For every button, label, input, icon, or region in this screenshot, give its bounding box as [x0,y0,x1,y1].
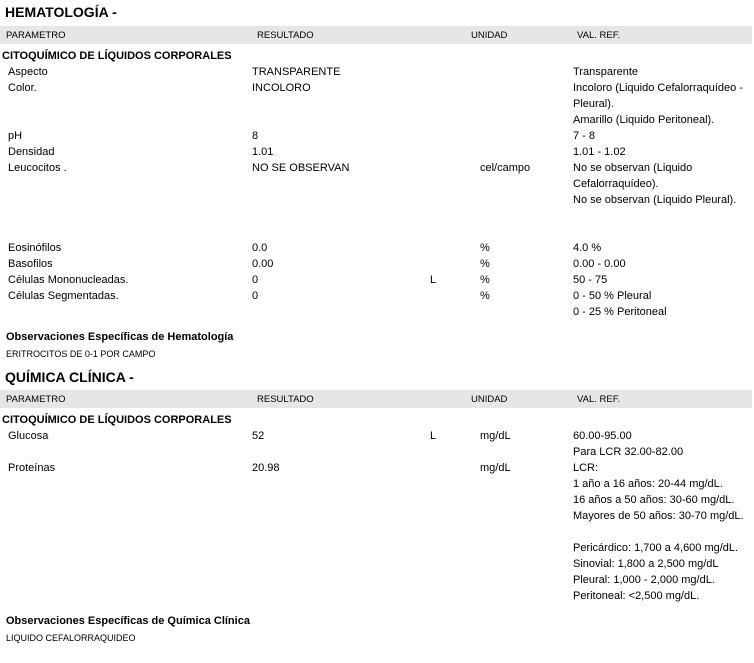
row-parameter: Eosinófilos [8,242,62,254]
row-unit: % [480,290,490,302]
header-resultado: RESULTADO [257,394,314,405]
row-parameter: Células Segmentadas. [8,290,119,302]
row-parameter: Células Mononucleadas. [8,274,129,286]
row-ref: No se observan (Liquido Cefalorraquídeo). No se observan (Liquido Pleural). [573,162,737,206]
quimica-observations-title: Observaciones Específicas de Química Clínica [6,615,250,627]
row-flag: L [430,430,437,442]
header-resultado: RESULTADO [257,30,314,41]
row-flag: L [430,274,437,286]
row-ref: Transparente [573,66,639,78]
row-parameter: Proteínas [8,462,56,474]
row-parameter: Densidad [8,146,55,158]
row-parameter: Leucocitos . [8,162,67,174]
hematologia-observations-title: Observaciones Específicas de Hematología [6,331,234,343]
quimica-observations-text: LIQUIDO CEFALORRAQUIDEO [6,633,136,643]
quimica-group-title: CITOQUÍMICO DE LÍQUIDOS CORPORALES [2,414,232,426]
row-result: NO SE OBSERVAN [252,162,350,174]
row-result: 0.0 [252,242,268,254]
row-unit: mg/dL [480,462,511,474]
quimica-header-bar [0,390,752,408]
row-result: 1.01 [252,146,274,158]
row-result: TRANSPARENTE [252,66,341,78]
row-unit: % [480,258,490,270]
row-result: 0 [252,290,259,302]
hematologia-title: HEMATOLOGÍA - [5,4,117,20]
row-result: 8 [252,130,259,142]
row-result: 0.00 [252,258,274,270]
quimica-title: QUÍMICA CLÍNICA - [5,369,134,385]
header-val-ref: VAL. REF. [577,30,621,41]
row-result: INCOLORO [252,82,311,94]
row-parameter: Glucosa [8,430,49,442]
row-ref: 1.01 - 1.02 [573,146,626,158]
row-ref: Incoloro (Liquido Cefalorraquídeo - Pleural). Amarillo (Liquido Peritoneal). [573,82,743,126]
row-unit: mg/dL [480,430,511,442]
row-parameter: Aspecto [8,66,48,78]
row-ref: 0 - 50 % Pleural 0 - 25 % Peritoneal [573,290,667,318]
row-ref: 50 - 75 [573,274,608,286]
row-result: 0 [252,274,259,286]
hematologia-observations-text: ERITROCITOS DE 0-1 POR CAMPO [6,349,156,359]
row-ref: 4.0 % [573,242,602,254]
row-result: 52 [252,430,265,442]
hematologia-header-bar [0,26,752,44]
header-parametro: PARAMETRO [6,30,66,41]
header-val-ref: VAL. REF. [577,394,621,405]
hematologia-group-title: CITOQUÍMICO DE LÍQUIDOS CORPORALES [2,50,232,62]
row-unit: % [480,274,490,286]
row-result: 20.98 [252,462,280,474]
row-unit: % [480,242,490,254]
row-parameter: Color. [8,82,37,94]
row-parameter: pH [8,130,23,142]
header-parametro: PARAMETRO [6,394,66,405]
row-unit: cel/campo [480,162,531,174]
row-ref: 7 - 8 [573,130,596,142]
header-unidad: UNIDAD [471,30,508,41]
header-unidad: UNIDAD [471,394,508,405]
row-ref: 60.00-95.00 Para LCR 32.00-82.00 [573,430,684,458]
row-parameter: Basofilos [8,258,53,270]
row-ref: 0.00 - 0.00 [573,258,626,270]
row-ref: LCR: 1 año a 16 años: 20-44 mg/dL. 16 años a 50 años: 30-60 mg/dL. Mayores de 50 años: 30-70 mg/dL. Pericárdico: 1,700 a 4,600 mg/dL. Sinovial: 1,800 a 2,500 mg/dL Pleural: 1,000 - 2,000 mg/dL. Peritoneal: <2,500 mg/dL. [573,462,744,602]
